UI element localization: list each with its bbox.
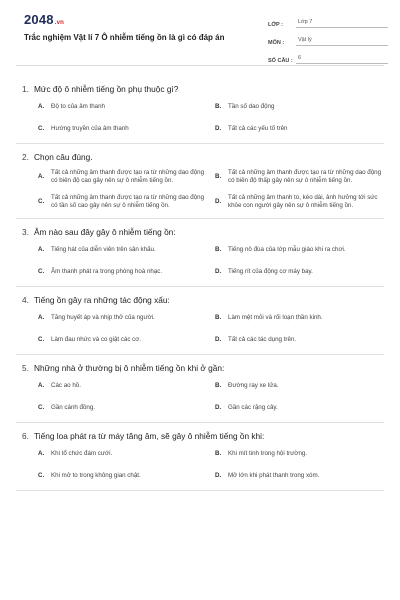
option-b[interactable] — [215, 448, 384, 460]
option-text: Khi tổ chức đám cưới. — [51, 450, 113, 458]
option-b[interactable] — [215, 380, 384, 392]
question-5 — [16, 355, 384, 423]
option-text: Làm đau nhức và co giật các cơ. — [51, 336, 142, 344]
option-c[interactable] — [38, 194, 207, 211]
option-c[interactable] — [38, 123, 207, 135]
option-a[interactable] — [38, 312, 207, 324]
option-letter: C. — [38, 472, 45, 480]
option-c[interactable] — [38, 334, 207, 346]
option-a[interactable] — [38, 244, 207, 256]
option-text: Gần cánh đồng. — [51, 404, 96, 412]
option-d[interactable] — [215, 470, 384, 482]
question-number: 1. — [22, 84, 29, 94]
option-text: Mở lớn khi phát thanh trong xóm. — [228, 472, 320, 480]
question-text: Những nhà ở thường bị ô nhiễm tiếng ồn khi ở gần: — [34, 363, 225, 374]
option-b[interactable] — [215, 312, 384, 324]
option-a[interactable] — [38, 101, 207, 113]
option-text: Tất cả những âm thanh được tạo ra từ những dao động có tần số cao gây nên sự ô nhiễm tiếng ồn. — [51, 193, 205, 210]
option-letter: D. — [215, 472, 222, 480]
option-letter: B. — [215, 173, 222, 181]
option-b[interactable] — [215, 244, 384, 256]
logo-text: 2048 — [24, 12, 54, 27]
option-c[interactable] — [38, 470, 207, 482]
option-letter: C. — [38, 197, 45, 205]
option-letter: B. — [215, 314, 222, 322]
option-a[interactable] — [38, 169, 207, 186]
option-letter: D. — [215, 404, 222, 412]
option-text: Tất cả những âm thanh được tạo ra từ những dao động có biên độ cao gây nên sự ô nhiễm tiếng ồn. — [51, 169, 205, 185]
meta-row-subject — [268, 31, 388, 46]
question-number: 2. — [22, 152, 29, 162]
option-letter: A. — [38, 382, 45, 390]
meta-label-class: LỚP : — [268, 22, 283, 28]
option-letter: C. — [38, 336, 45, 344]
option-letter: D. — [215, 268, 222, 276]
option-text: Tiếng hát của diễn viên trên sân khấu. — [51, 246, 156, 254]
question-list — [16, 66, 384, 491]
option-letter: A. — [38, 314, 45, 322]
option-text: Khi mở to trong không gian chật. — [51, 472, 141, 480]
option-d[interactable] — [215, 334, 384, 346]
option-text: Độ to của âm thanh — [51, 102, 106, 110]
option-letter: C. — [38, 404, 45, 412]
option-text: Hướng truyền của âm thanh — [51, 124, 129, 132]
question-6 — [16, 423, 384, 491]
meta-row-count — [268, 49, 388, 64]
option-c[interactable] — [38, 266, 207, 278]
logo-suffix: .vn — [54, 20, 65, 26]
meta-value-count: 6 — [296, 55, 388, 64]
option-text: Các ao hồ. — [51, 382, 81, 390]
option-grid — [16, 380, 384, 416]
option-letter: A. — [38, 246, 45, 254]
question-number: 6. — [22, 431, 29, 442]
meta-value-class: Lớp 7 — [296, 19, 388, 28]
option-text: Âm thanh phát ra trong phòng hoà nhạc. — [51, 268, 163, 276]
question-number: 4. — [22, 295, 29, 306]
option-a[interactable] — [38, 380, 207, 392]
question-text: Tiếng loa phát ra từ máy tăng âm, sẽ gây ô nhiễm tiếng ồn khi: — [34, 431, 265, 442]
option-text: Làm mệt mỏi và rối loạn thần kinh. — [228, 314, 323, 322]
option-text: Tất cả những âm thanh to, kéo dài, ảnh hưởng tới sức khỏe con người gây nên sự ô nhiễm tiếng ồn. — [228, 193, 378, 210]
worksheet-header — [16, 0, 384, 66]
option-text: Tăng huyết áp và nhịp thở của người. — [51, 314, 155, 322]
meta-row-class — [268, 13, 388, 28]
option-d[interactable] — [215, 194, 384, 211]
option-d[interactable] — [215, 266, 384, 278]
option-letter: D. — [215, 336, 222, 344]
option-d[interactable] — [215, 123, 384, 135]
question-3 — [16, 219, 384, 287]
question-number: 3. — [22, 227, 29, 238]
option-letter: B. — [215, 450, 222, 458]
option-letter: C. — [38, 268, 45, 276]
question-text: Mức độ ô nhiễm tiếng ồn phụ thuộc gì? — [34, 84, 179, 94]
option-letter: B. — [215, 102, 222, 110]
meta-value-subject: Vật lý — [296, 37, 388, 46]
option-text: Tần số dao động — [228, 102, 275, 110]
option-text: Tất cả những âm thanh được tạo ra từ những dao động có biên độ thấp gây nên sự ô nhiễm tiếng ồn. — [228, 169, 382, 185]
option-text: Khi mít tinh trong hội trường. — [228, 450, 308, 458]
option-d[interactable] — [215, 402, 384, 414]
option-text: Đường ray xe lửa. — [228, 382, 279, 390]
option-text: Tất cả các tác dụng trên. — [228, 336, 297, 344]
option-letter: B. — [215, 382, 222, 390]
question-1 — [16, 76, 384, 144]
option-letter: A. — [38, 102, 45, 110]
question-4 — [16, 287, 384, 355]
option-text: Gần các rặng cây. — [228, 404, 278, 412]
option-letter: A. — [38, 173, 45, 181]
option-letter: A. — [38, 450, 45, 458]
option-b[interactable] — [215, 169, 384, 186]
page-title: Trắc nghiệm Vật lí 7 Ô nhiễm tiếng ồn là gì có đáp án — [24, 33, 225, 42]
question-text: Tiếng ồn gây ra những tác động xấu: — [34, 295, 170, 306]
meta-label-count: SỐ CÂU : — [268, 58, 293, 64]
question-text: Chọn câu đúng. — [34, 152, 93, 162]
question-text: Âm nào sau đây gây ô nhiễm tiếng ồn: — [34, 227, 176, 238]
option-b[interactable] — [215, 101, 384, 113]
meta-info — [268, 13, 388, 67]
option-grid — [16, 244, 384, 280]
option-grid — [16, 101, 384, 137]
option-grid — [16, 169, 384, 212]
option-c[interactable] — [38, 402, 207, 414]
option-letter: B. — [215, 246, 222, 254]
option-text: Tất cả các yếu tố trên — [228, 124, 288, 132]
site-logo[interactable] — [24, 12, 64, 27]
question-number: 5. — [22, 363, 29, 374]
question-2 — [16, 144, 384, 219]
option-letter: D. — [215, 124, 222, 132]
option-letter: C. — [38, 124, 45, 132]
option-text: Tiếng nô đùa của lớp mẫu giáo khi ra chơi. — [228, 246, 346, 254]
option-a[interactable] — [38, 448, 207, 460]
option-grid — [16, 448, 384, 484]
option-grid — [16, 312, 384, 348]
option-letter: D. — [215, 197, 222, 205]
meta-label-subject: MÔN : — [268, 40, 285, 46]
option-text: Tiếng rít của động cơ máy bay. — [228, 268, 313, 276]
